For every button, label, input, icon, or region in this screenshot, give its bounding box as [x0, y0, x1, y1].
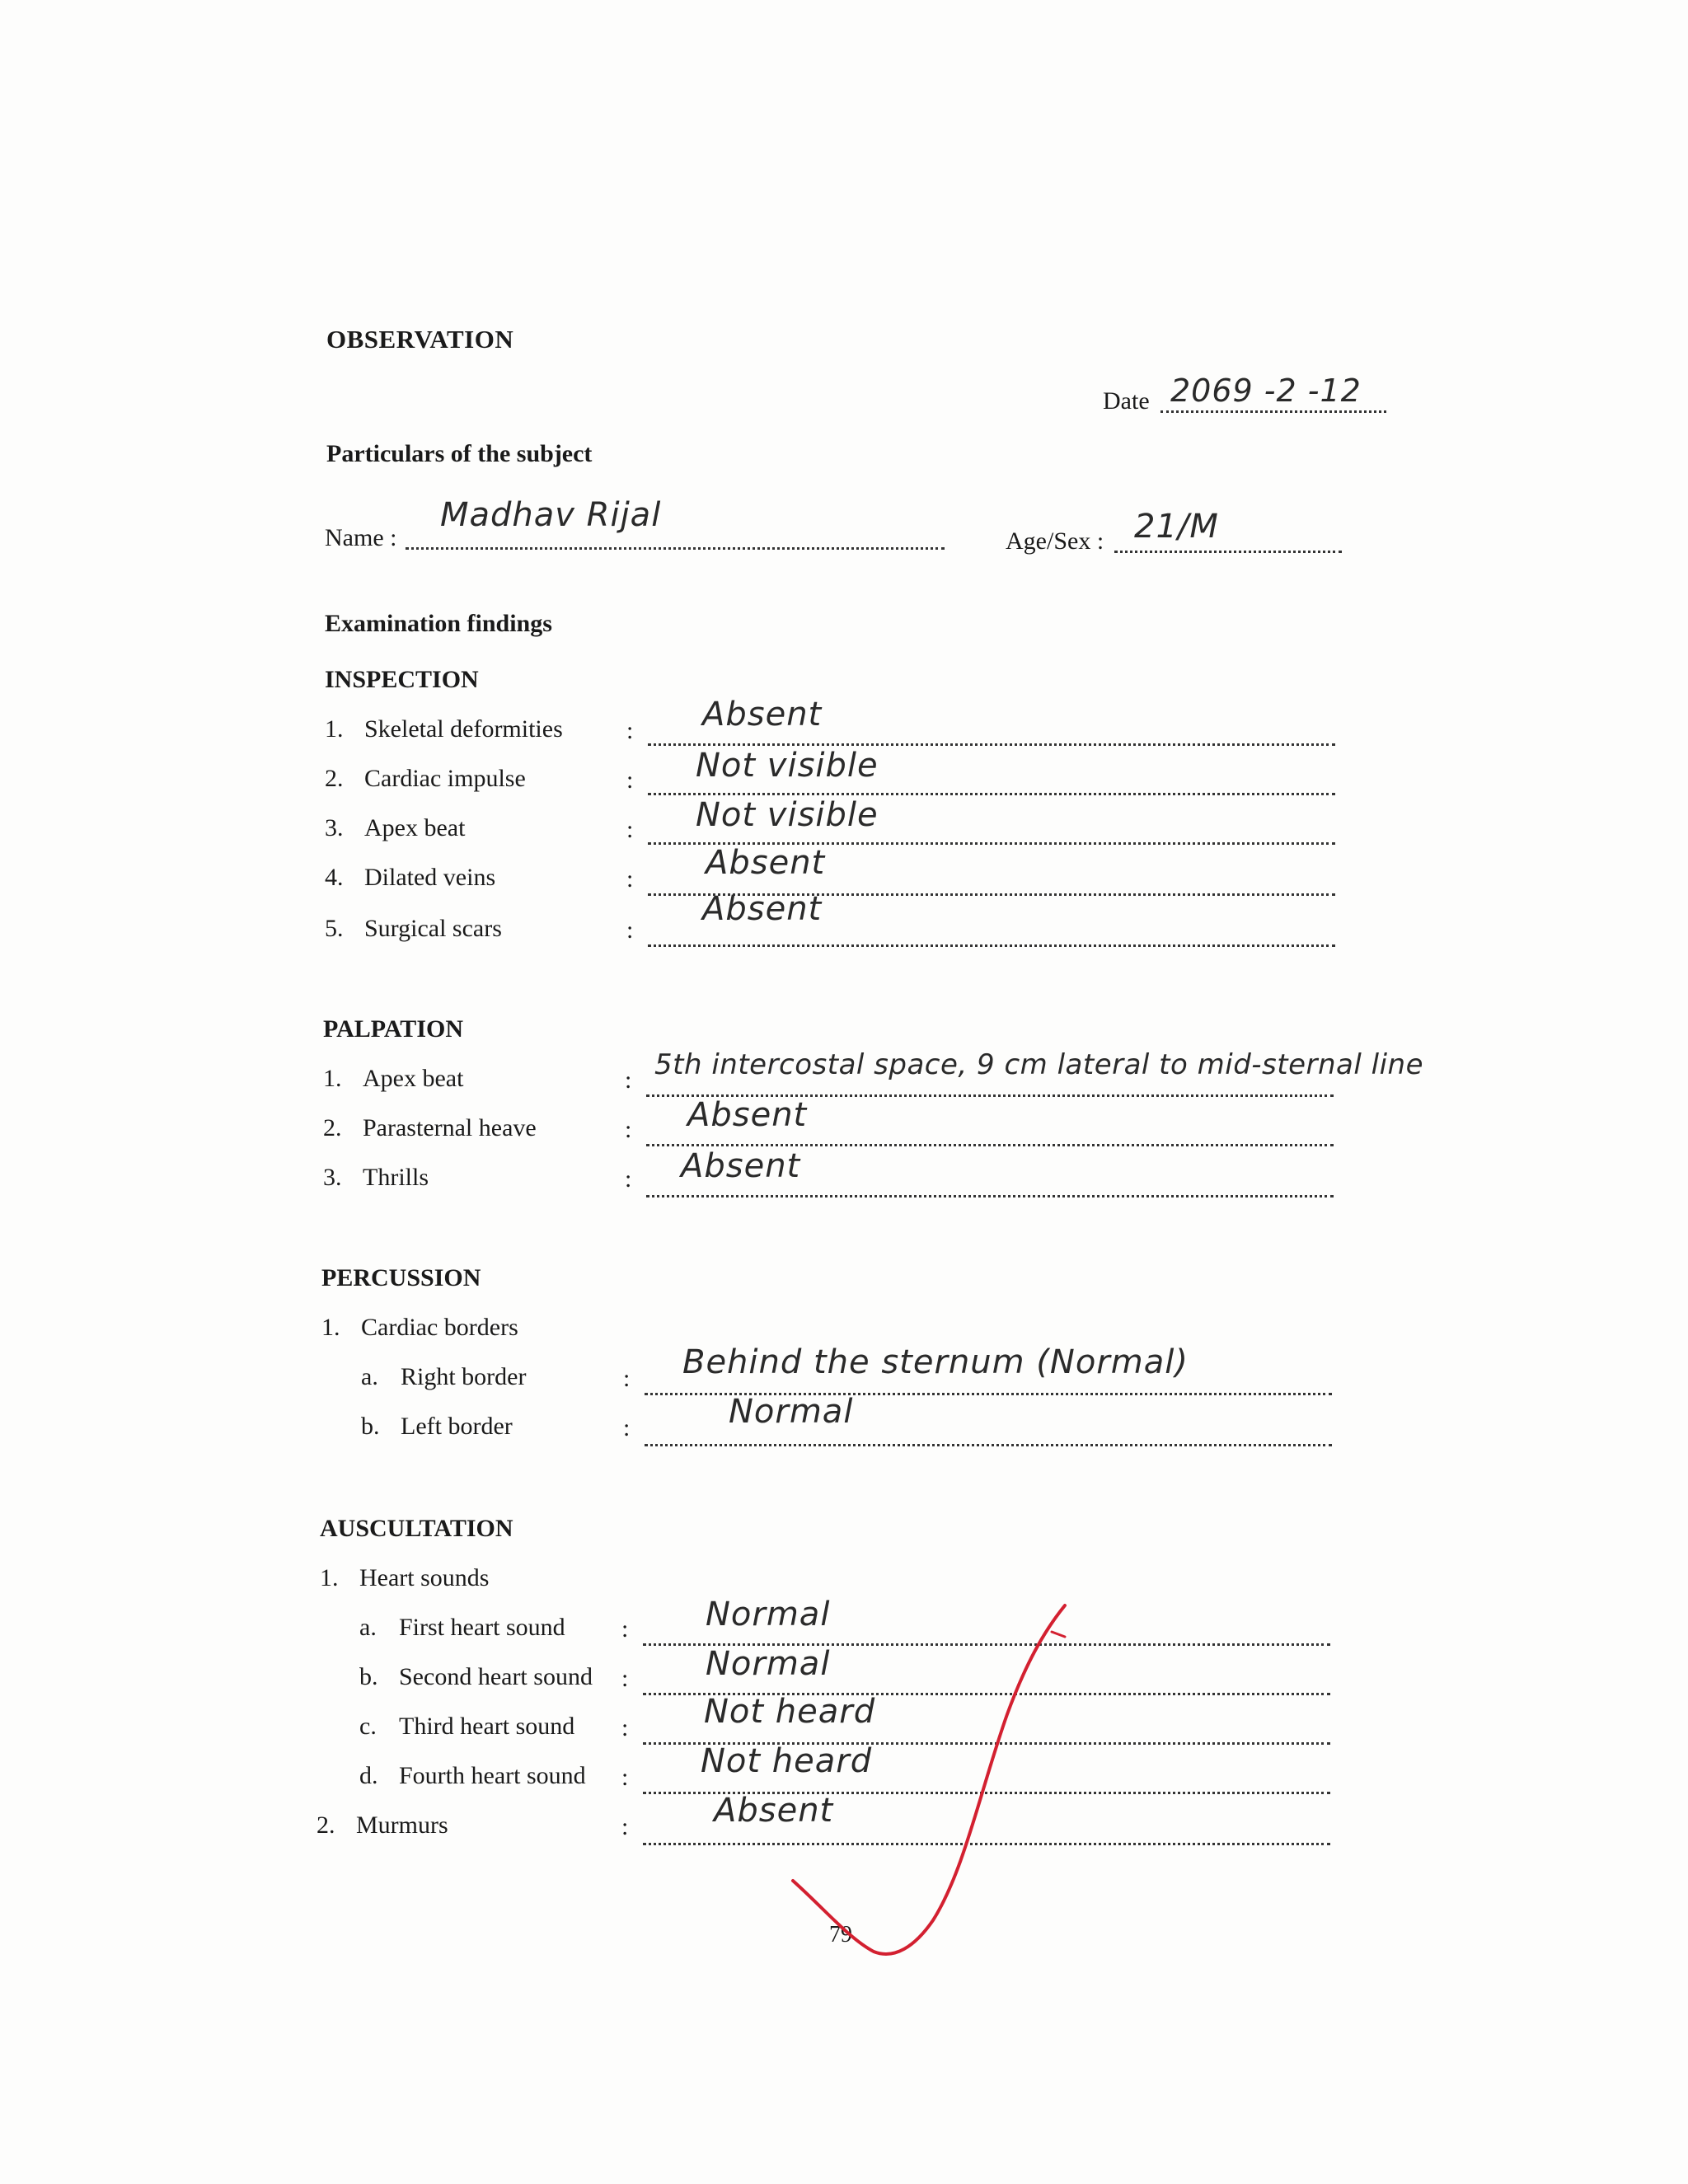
item-label: First heart sound — [399, 1614, 565, 1641]
item-number: d. — [359, 1762, 378, 1789]
colon: : — [625, 1116, 632, 1143]
answer-value: Not visible — [696, 747, 879, 785]
item-label: Thrills — [363, 1164, 429, 1191]
colon: : — [623, 1365, 631, 1392]
item-number: a. — [361, 1363, 378, 1390]
answer-value: Normal — [729, 1393, 854, 1431]
colon: : — [621, 1615, 629, 1643]
item-label: Third heart sound — [399, 1713, 575, 1740]
item-label: Murmurs — [356, 1811, 448, 1839]
inspection-heading: INSPECTION — [325, 666, 479, 693]
answer-value: Normal — [706, 1596, 831, 1633]
item-number: a. — [359, 1614, 377, 1641]
item-label: Second heart sound — [399, 1663, 593, 1690]
item-label: Dilated veins — [364, 864, 496, 891]
answer-value: Not heard — [704, 1693, 876, 1731]
item-number: 2. — [316, 1811, 335, 1839]
colon: : — [623, 1414, 631, 1441]
item-number: 1. — [323, 1065, 342, 1092]
colon: : — [621, 1764, 629, 1791]
item-number: 2. — [325, 765, 344, 792]
item-number: 4. — [325, 864, 344, 891]
item-number: 3. — [323, 1164, 342, 1191]
item-label: Surgical scars — [364, 915, 502, 942]
answer-value: Absent — [687, 1096, 808, 1134]
answer-value: Normal — [706, 1645, 831, 1683]
colon: : — [626, 816, 634, 843]
answer-value: Not heard — [701, 1742, 873, 1780]
agesex-value: 21/M — [1134, 508, 1219, 546]
colon: : — [626, 865, 634, 893]
group-number: 1. — [321, 1314, 340, 1341]
item-label: Apex beat — [363, 1065, 464, 1092]
answer-value: Absent — [702, 890, 823, 928]
date-value: 2069 -2 -12 — [1170, 373, 1362, 409]
colon: : — [625, 1165, 632, 1193]
item-label: Right border — [401, 1363, 527, 1390]
item-number: b. — [361, 1413, 380, 1440]
item-number: c. — [359, 1713, 377, 1740]
item-number: 1. — [325, 715, 344, 743]
group-number: 1. — [320, 1564, 339, 1591]
answer-value: Not visible — [696, 796, 879, 834]
percussion-heading: PERCUSSION — [321, 1264, 481, 1291]
item-label: Fourth heart sound — [399, 1762, 586, 1789]
colon: : — [626, 717, 634, 744]
particulars-heading: Particulars of the subject — [326, 440, 593, 467]
colon: : — [621, 1714, 629, 1741]
item-number: 3. — [325, 814, 344, 841]
examination-heading: Examination findings — [325, 610, 552, 637]
palpation-heading: PALPATION — [323, 1015, 463, 1043]
name-label: Name : — [325, 524, 397, 551]
colon: : — [626, 766, 634, 794]
colon: : — [626, 916, 634, 944]
answer-value: Behind the sternum (Normal) — [682, 1343, 1189, 1381]
colon: : — [621, 1813, 629, 1840]
item-number: 2. — [323, 1114, 342, 1141]
item-label: Cardiac impulse — [364, 765, 526, 792]
page-title: OBSERVATION — [326, 325, 514, 354]
item-number: 5. — [325, 915, 344, 942]
group-label: Cardiac borders — [361, 1314, 518, 1341]
answer-value: Absent — [681, 1147, 801, 1185]
item-label: Apex beat — [364, 814, 466, 841]
answer-value: Absent — [702, 696, 823, 733]
item-label: Parasternal heave — [363, 1114, 537, 1141]
answer-value: Absent — [714, 1792, 834, 1830]
colon: : — [625, 1066, 632, 1094]
item-number: b. — [359, 1663, 378, 1690]
name-value: Madhav Rijal — [440, 496, 662, 534]
auscultation-heading: AUSCULTATION — [320, 1515, 513, 1542]
group-label: Heart sounds — [359, 1564, 490, 1591]
agesex-label: Age/Sex : — [1006, 527, 1104, 555]
answer-value: Absent — [706, 844, 826, 882]
colon: : — [621, 1665, 629, 1692]
answer-value: 5th intercostal space, 9 cm lateral to mid-sternal line — [654, 1048, 1423, 1081]
item-label: Skeletal deformities — [364, 715, 563, 743]
page-number: 79 — [829, 1922, 852, 1947]
date-label: Date — [1103, 387, 1150, 415]
item-label: Left border — [401, 1413, 513, 1440]
